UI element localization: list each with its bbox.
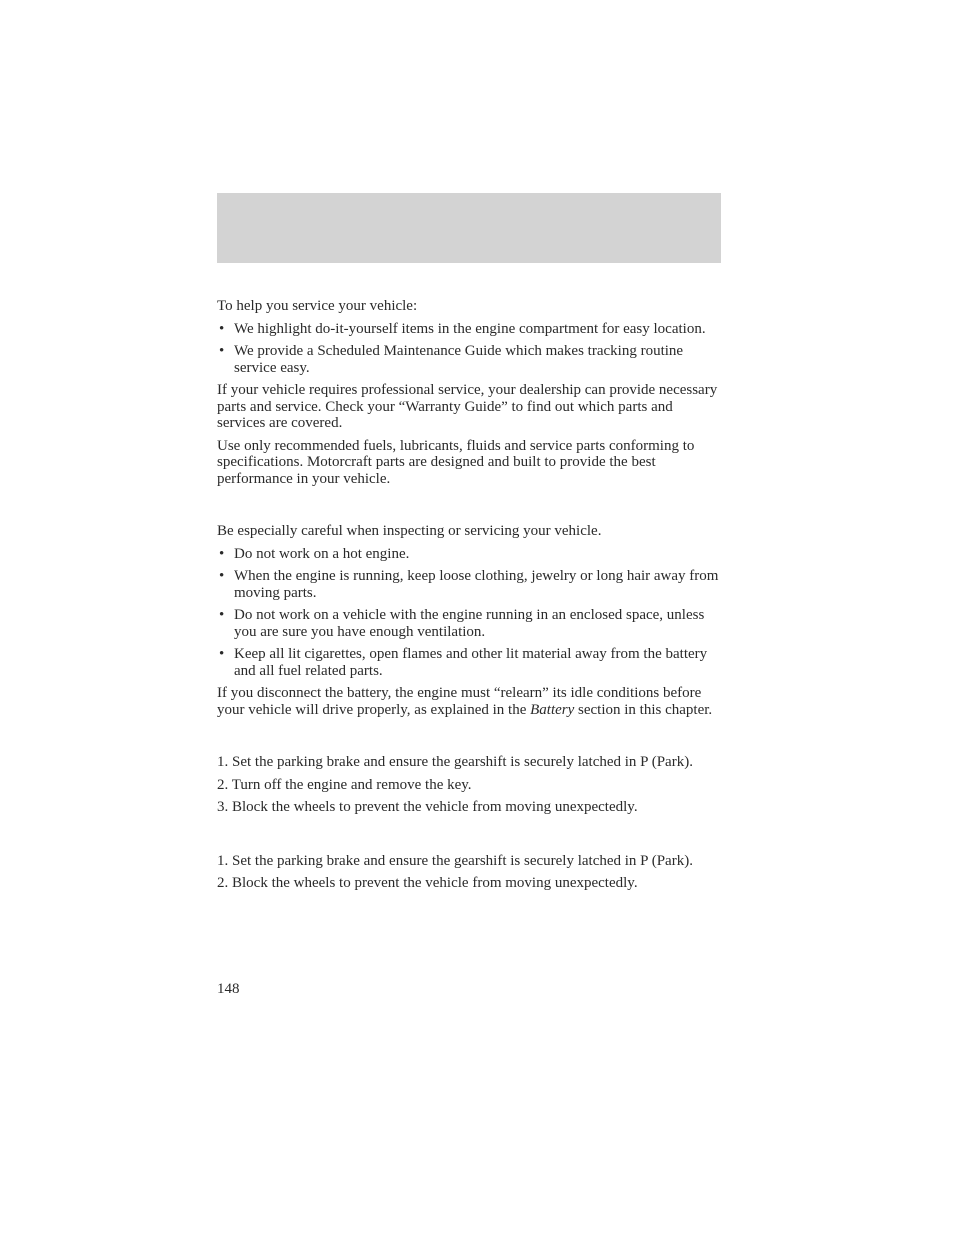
bullet-icon: • [219, 545, 225, 562]
intro-paragraph-parts: Use only recommended fuels, lubricants, fluids and service parts conforming to specifications. Motorcraft parts are designed and built to provide the best performance in your vehicle. [217, 437, 695, 487]
engine-off-step: 1. Set the parking brake and ensure the gearshift is securely latched in P (Park). [217, 754, 693, 770]
engine-on-step: 1. Set the parking brake and ensure the gearshift is securely latched in P (Park). [217, 852, 693, 869]
section-header-band [217, 193, 721, 263]
list-item: • When the engine is running, keep loose clothing, jewelry or long hair away from moving parts. [219, 568, 719, 601]
bullet-icon: • [219, 320, 225, 337]
list-item: • We highlight do-it-yourself items in the engine compartment for easy location. [219, 320, 706, 337]
battery-note: If you disconnect the battery, the engine must “relearn” its idle conditions before your vehicle will drive properly, as explained in the Battery section in this chapter. [217, 685, 713, 718]
engine-off-step: 3. Block the wheels to prevent the vehicle from moving unexpectedly. [217, 799, 638, 815]
bullet-icon: • [219, 343, 225, 359]
page-number: 148 [217, 981, 240, 997]
list-item: • We provide a Scheduled Maintenance Guide which makes tracking routine service easy. [219, 343, 684, 376]
battery-section-reference: Battery [530, 701, 575, 718]
engine-off-step: 2. Turn off the engine and remove the key. [217, 776, 472, 793]
page-body [217, 298, 721, 898]
precautions-bullet-list [217, 546, 721, 680]
bullet-icon: • [219, 646, 225, 662]
list-item: • Do not work on a hot engine. [219, 545, 410, 562]
intro-paragraph-service: If your vehicle requires professional service, your dealership can provide necessary parts and service. Check your “Warranty Guide” to find out which parts and services are covered. [217, 382, 718, 431]
intro-lead: To help you service your vehicle: [217, 298, 418, 314]
bullet-icon: • [219, 568, 225, 584]
precautions-lead: Be especially careful when inspecting or servicing your vehicle. [217, 523, 602, 539]
bullet-icon: • [219, 607, 225, 623]
list-item: • Do not work on a vehicle with the engine running in an enclosed space, unless you are sure you have enough ventilation. [219, 607, 705, 640]
list-item: • Keep all lit cigarettes, open flames and other lit material away from the battery and all fuel related parts. [219, 646, 708, 679]
intro-bullet-list [217, 321, 721, 377]
engine-on-step: 2. Block the wheels to prevent the vehicle from moving unexpectedly. [217, 875, 638, 891]
